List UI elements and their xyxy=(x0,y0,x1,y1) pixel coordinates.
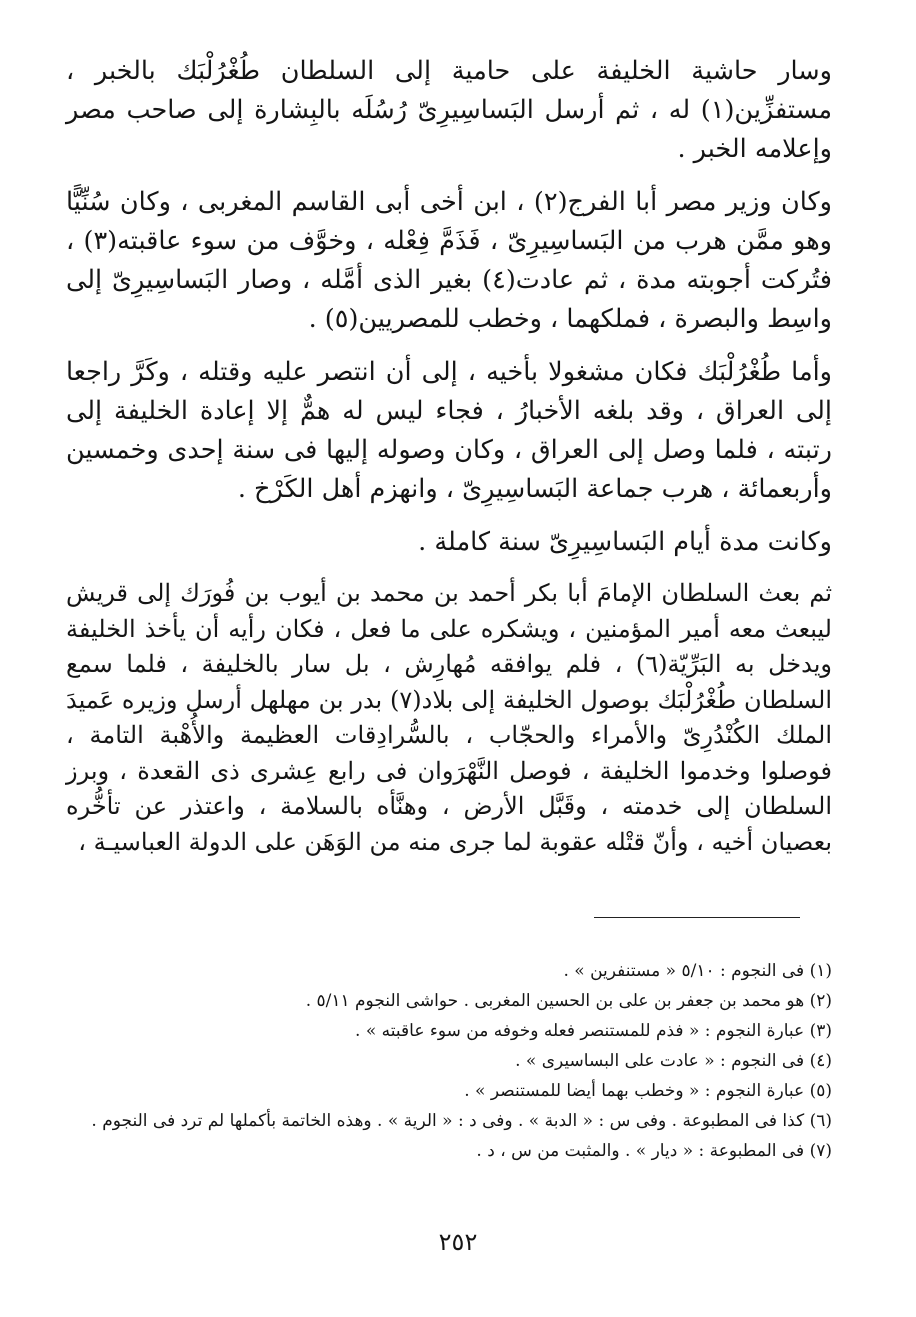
footnote: (٧) فى المطبوعة : « ديار » . والمثبت من س ، د . xyxy=(476,1141,832,1161)
page-number: ٢٥٢ xyxy=(438,1228,478,1256)
paragraph: وكان وزير مصر أبا الفرج(٢) ، ابن أخى أبى القاسم المغربى ، وكان سُنِّيًّا وهو ممَّن هرب من البَساسِيرِىّ ، فَذَمَّ فِعْله ، وخوَّف من سوء عاقبته(٣) ، فتُركت أجوبته مدة ، ثم عادت(٤) بغير الذى أمَّله ، وصار البَساسِيرِىّ إلى واسِط والبصرة ، فملكهما ، وخطب للمصريين(٥) . xyxy=(66,187,832,334)
footnote: (٥) عبارة النجوم : « وخطب بهما أيضا للمستنصر » . xyxy=(464,1081,832,1101)
footnote: (٤) فى النجوم : « عادت على البساسيرى » . xyxy=(515,1051,832,1071)
main-text xyxy=(66,52,832,874)
footnotes xyxy=(60,956,832,1166)
footnote: (١) فى النجوم : ٥/١٠ « مستنفرين » . xyxy=(563,961,832,981)
paragraph: وكانت مدة أيام البَساسِيرِىّ سنة كاملة . xyxy=(418,527,832,557)
footnote: (٢) هو محمد بن جعفر بن على بن الحسين المغربى . حواشى النجوم ٥/١١ . xyxy=(305,991,832,1011)
paragraph: ثم بعث السلطان الإمامَ أبا بكر أحمد بن محمد بن أيوب بن فُورَك إلى قريش ليبعث معه أمير المؤمنين ، ويشكره على ما فعل ، فكان رأيه أن يأخذ الخليفة ويدخل به البَرِّيّة(٦) ، فلم يوافقه مُهارِش ، بل سار بالخليفة ، فلما سمع السلطان طُغْرُلْبَك بوصول الخليفة إلى بلاد(٧) بدر بن مهلهل أرسل وزيره عَميدَ الملك الكُنْدُرِىّ والأمراء والحجّاب ، بالسُّرادِقات العظيمة والأُهْبة التامة ، فوصلوا وخدموا الخليفة ، فوصل النَّهْرَوان فى رابع عِشرى ذى القعدة ، وبرز السلطان إلى خدمته ، وقَبَّل الأرض ، وهنَّأه بالسلامة ، واعتذر عن تأخُّره بعصيان أخيه ، وأنّ قتْله عقوبة لما جرى منه من الوَهَن على الدولة العباسيـة ، xyxy=(66,579,833,856)
paragraph: وسار حاشية الخليفة على حامية إلى السلطان طُغْرُلْبَك بالخبر ، مستفزِّين(١) له ، ثم أرسل البَساسِيرِىّ رُسُلَه بالبِشارة إلى صاحب مصر وإعلامه الخبر . xyxy=(66,56,832,164)
footnote: (٣) عبارة النجوم : « فذم للمستنصر فعله وخوفه من سوء عاقبته » . xyxy=(355,1021,832,1041)
footnote-separator xyxy=(594,917,800,918)
footnote: (٦) كذا فى المطبوعة . وفى س : « الدبة » . وفى د : « الرية » . وهذه الخاتمة بأكملها لم ترد فى النجوم . xyxy=(91,1111,832,1131)
paragraph: وأما طُغْرُلْبَك فكان مشغولا بأخيه ، إلى أن انتصر عليه وقتله ، وكَرَّ راجعا إلى العراق ، وقد بلغه الأخبارُ ، فجاء ليس له همٌّ إلا إعادة الخليفة إلى رتبته ، فلما وصل إلى العراق ، وكان وصوله إليها فى سنة إحدى وخمسين وأربعمائة ، هرب جماعة البَساسِيرِىّ ، وانهزم أهل الكَرْخ . xyxy=(66,357,832,504)
